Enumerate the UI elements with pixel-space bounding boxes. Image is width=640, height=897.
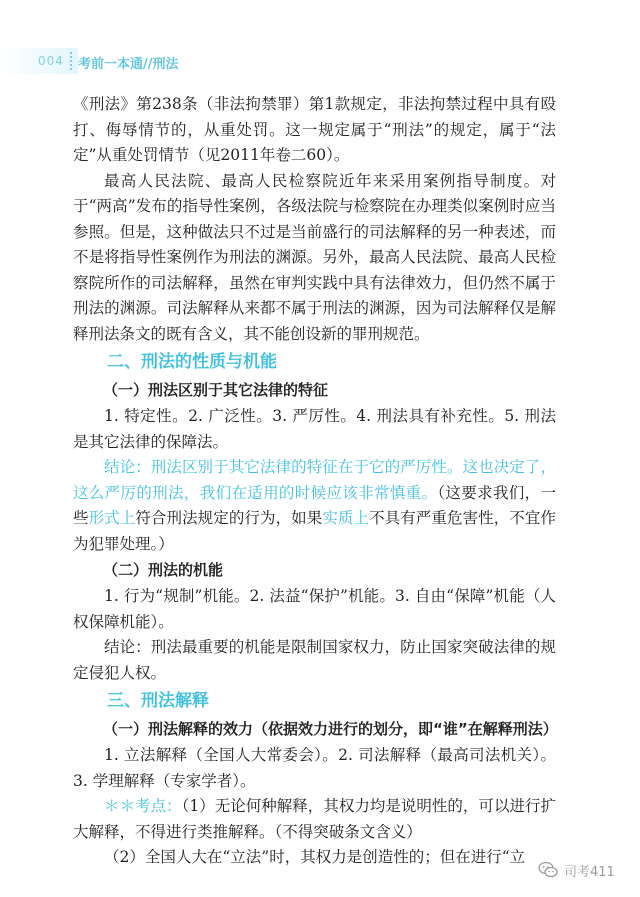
page-content — [73, 92, 556, 871]
exam-point-1: （1）无论何种解释，其权力均是说明性的，可以进行扩大解释，不得进行类推解释。（不得突破条文含义） — [73, 797, 556, 841]
highlight-formal: 形式上 — [88, 509, 136, 527]
watermark-text: 司考411 — [564, 864, 615, 880]
header-separator — [70, 52, 72, 70]
highlight-substantive: 实质上 — [322, 509, 370, 527]
page-number: 004 — [38, 54, 64, 68]
watermark — [538, 858, 636, 882]
paragraph-interpretation-types: 1. 立法解释（全国人大常委会）。2. 司法解释（最高司法机关）。3. 学理解释（专家学者）。 — [73, 746, 556, 790]
section-heading-interpretation: 三、刑法解释 — [107, 691, 209, 711]
section-heading-nature-functions: 二、刑法的性质与机能 — [107, 352, 277, 372]
paragraph-exam-point-2: （2）全国人大在“立法”时，其权力是创造性的；但在进行“立 — [104, 848, 526, 866]
book-title: 考前一本通//刑法 — [78, 57, 179, 72]
exam-label: 考点： — [135, 797, 182, 815]
paragraph-exam-point — [73, 794, 556, 845]
conclusion-text-c: 不具有严重危害性，不宜作为犯罪处理。） — [73, 509, 556, 553]
wechat-icon — [538, 861, 558, 879]
page-header — [0, 48, 640, 78]
subheading-functions: （二）刑法的机能 — [103, 561, 224, 579]
conclusion-highlight: 结论：刑法区别于其它法律的特征在于它的严厉性。这也决定了，这么严厉的刑法，我们在适用的时候应该非常慎重。 — [73, 458, 556, 502]
conclusion-text-b: 符合刑法规定的行为，如果 — [135, 509, 323, 527]
conclusion-text-a: （这要求我们，一些 — [73, 483, 556, 527]
paragraph-functions: 1. 行为“规制”机能。2. 法益“保护”机能。3. 自由“保障”机能（人权保障机能）。 — [73, 587, 556, 631]
subheading-features: （一）刑法区别于其它法律的特征 — [103, 381, 329, 399]
paragraph-conclusion-functions: 结论：刑法最重要的机能是限制国家权力，防止国家突破法律的规定侵犯人权。 — [73, 638, 556, 682]
subheading-interpretation-effect: （一）刑法解释的效力（依据效力进行的划分，即“谁”在解释刑法） — [103, 720, 558, 738]
paragraph-conclusion-severity — [73, 455, 556, 557]
paragraph-article-238: 《刑法》第238条（非法拘禁罪）第1款规定，非法拘禁过程中具有殴打、侮辱情节的，从重处罚。这一规定属于“刑法”的规定，属于“法定”从重处罚情节（见2011年卷二60）。 — [73, 95, 556, 164]
paragraph-features: 1. 特定性。2. 广泛性。3. 严厉性。4. 刑法具有补充性。5. 刑法是其它法律的保障法。 — [73, 407, 556, 451]
paragraph-case-guidance: 最高人民法院、最高人民检察院近年来采用案例指导制度。对于“两高”发布的指导性案例，各级法院与检察院在办理类似案例时应当参照。但是，这种做法只不过是当前盛行的司法解释的另一种表述，而不是将指导性案例作为刑法的渊源。另外，最高人民法院、最高人民检察院所作的司法解释，虽然在审判实践中具有法律效力，但仍然不属于刑法的渊源。司法解释从来都不属于刑法的渊源，因为司法解释仅是解释刑法条文的既有含义，其不能创设新的罪刑规范。 — [73, 171, 556, 343]
exam-stars: ＊＊ — [104, 797, 136, 815]
